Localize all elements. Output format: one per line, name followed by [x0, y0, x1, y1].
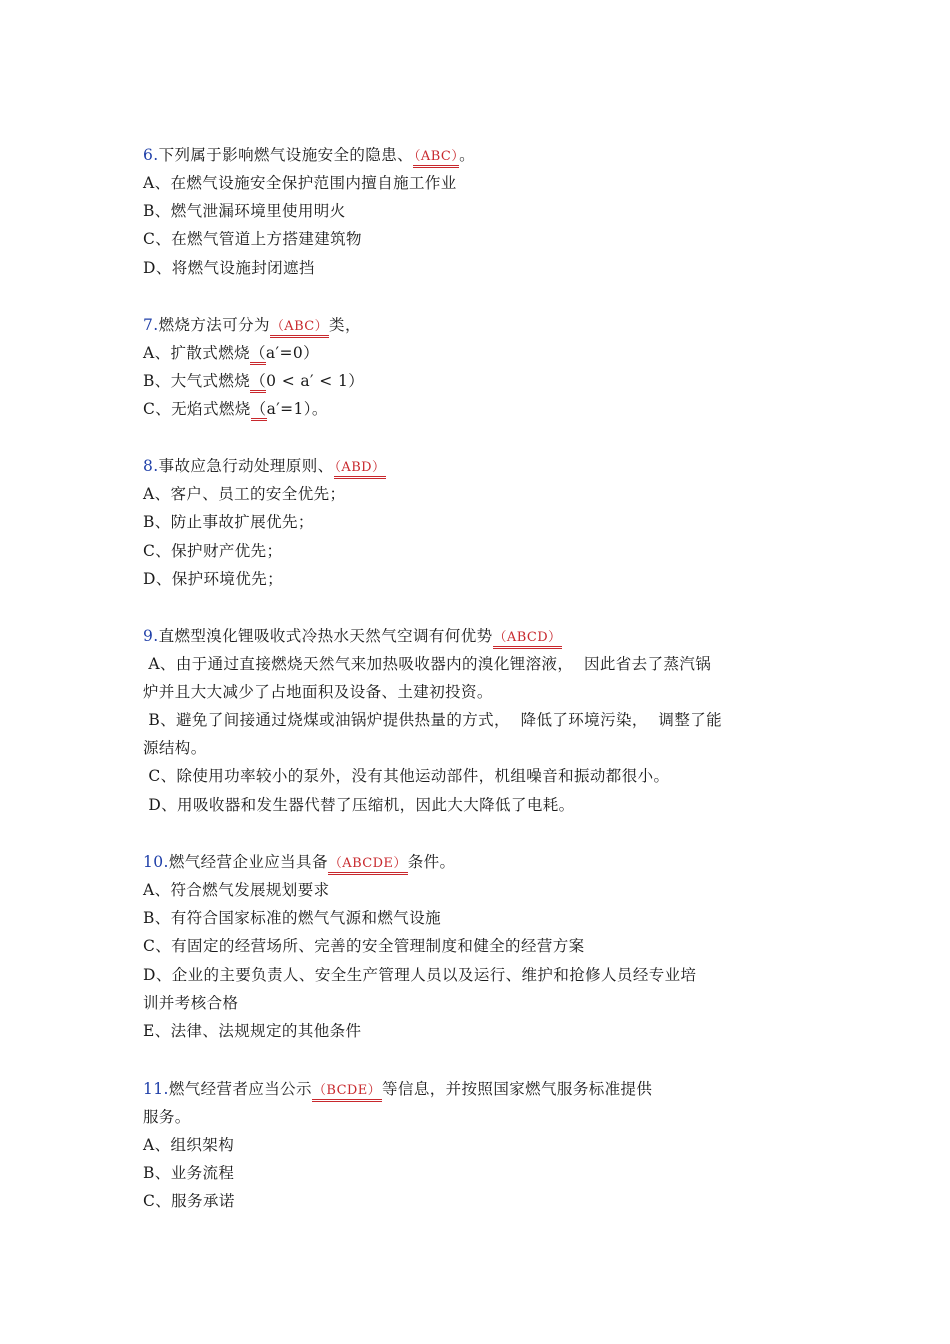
option: C、无焰式燃烧（a′=1）。	[143, 399, 328, 419]
answer-blank: （ABCDE）	[328, 856, 408, 875]
option: B、大气式燃烧（0 < a′ < 1）	[143, 371, 364, 391]
option: B、防止事故扩展优先；	[143, 513, 314, 531]
option-continuation: 源结构。	[143, 739, 207, 757]
question-number: 7.	[143, 316, 159, 334]
option: D、保护环境优先；	[143, 570, 284, 588]
option: C、除使用功率较小的泵外，没有其他运动部件，机组噪音和振动都很小。	[143, 767, 670, 785]
option: C、服务承诺	[143, 1192, 235, 1210]
question-7-stem: 7.燃烧方法可分为（ABC）类，	[143, 315, 361, 337]
option-continuation: 训并考核合格	[143, 994, 239, 1012]
question-8-stem: 8.事故应急行动处理原则、（ABD）	[143, 456, 386, 478]
question-number: 6.	[143, 146, 159, 164]
option: A、组织架构	[143, 1136, 235, 1154]
answer-blank: （ABC）	[413, 149, 459, 168]
option: C、保护财产优先；	[143, 542, 283, 560]
option: B、有符合国家标准的燃气气源和燃气设施	[143, 909, 441, 927]
question-6-stem: 6.下列属于影响燃气设施安全的隐患、（ABC）。	[143, 145, 475, 167]
answer-blank: （ABD）	[334, 460, 387, 479]
option-continuation: 炉并且大大减少了占地面积及设备、土建初投资。	[143, 683, 493, 701]
option: A、符合燃气发展规划要求	[143, 881, 330, 899]
question-9-stem: 9.直燃型溴化锂吸收式冷热水天然气空调有何优势（ABCD）	[143, 626, 562, 648]
option: E、法律、法规规定的其他条件	[143, 1022, 362, 1040]
question-number: 8.	[143, 457, 159, 475]
option: C、在燃气管道上方搭建建筑物	[143, 230, 362, 248]
question-11-stem: 11.燃气经营者应当公示（BCDE）等信息，并按照国家燃气服务标准提供	[143, 1079, 652, 1101]
option: B、业务流程	[143, 1164, 235, 1182]
option: C、有固定的经营场所、完善的安全管理制度和健全的经营方案	[143, 937, 585, 955]
option: D、企业的主要负责人、安全生产管理人员以及运行、维护和抢修人员经专业培	[143, 966, 697, 984]
option: D、用吸收器和发生器代替了压缩机，因此大大降低了电耗。	[143, 796, 575, 814]
answer-blank: （ABCD）	[493, 630, 563, 649]
stem-continuation: 服务。	[143, 1108, 191, 1126]
option: A、在燃气设施安全保护范围内擅自施工作业	[143, 174, 457, 192]
question-number: 10.	[143, 853, 169, 871]
option: A、扩散式燃烧（a′=0）	[143, 343, 319, 363]
answer-blank: （ABC）	[270, 319, 329, 338]
answer-blank: （BCDE）	[312, 1083, 382, 1102]
option: B、避免了间接通过烧煤或油锅炉提供热量的方式， 降低了环境污染， 调整了能	[143, 711, 723, 729]
option: A、由于通过直接燃烧天然气来加热吸收器内的溴化锂溶液， 因此省去了蒸汽锅	[143, 655, 712, 673]
option: A、客户、员工的安全优先；	[143, 485, 346, 503]
question-number: 9.	[143, 627, 159, 645]
option: B、燃气泄漏环境里使用明火	[143, 202, 346, 220]
option: D、将燃气设施封闭遮挡	[143, 259, 315, 277]
question-10-stem: 10.燃气经营企业应当具备（ABCDE）条件。	[143, 852, 455, 874]
question-number: 11.	[143, 1080, 169, 1098]
